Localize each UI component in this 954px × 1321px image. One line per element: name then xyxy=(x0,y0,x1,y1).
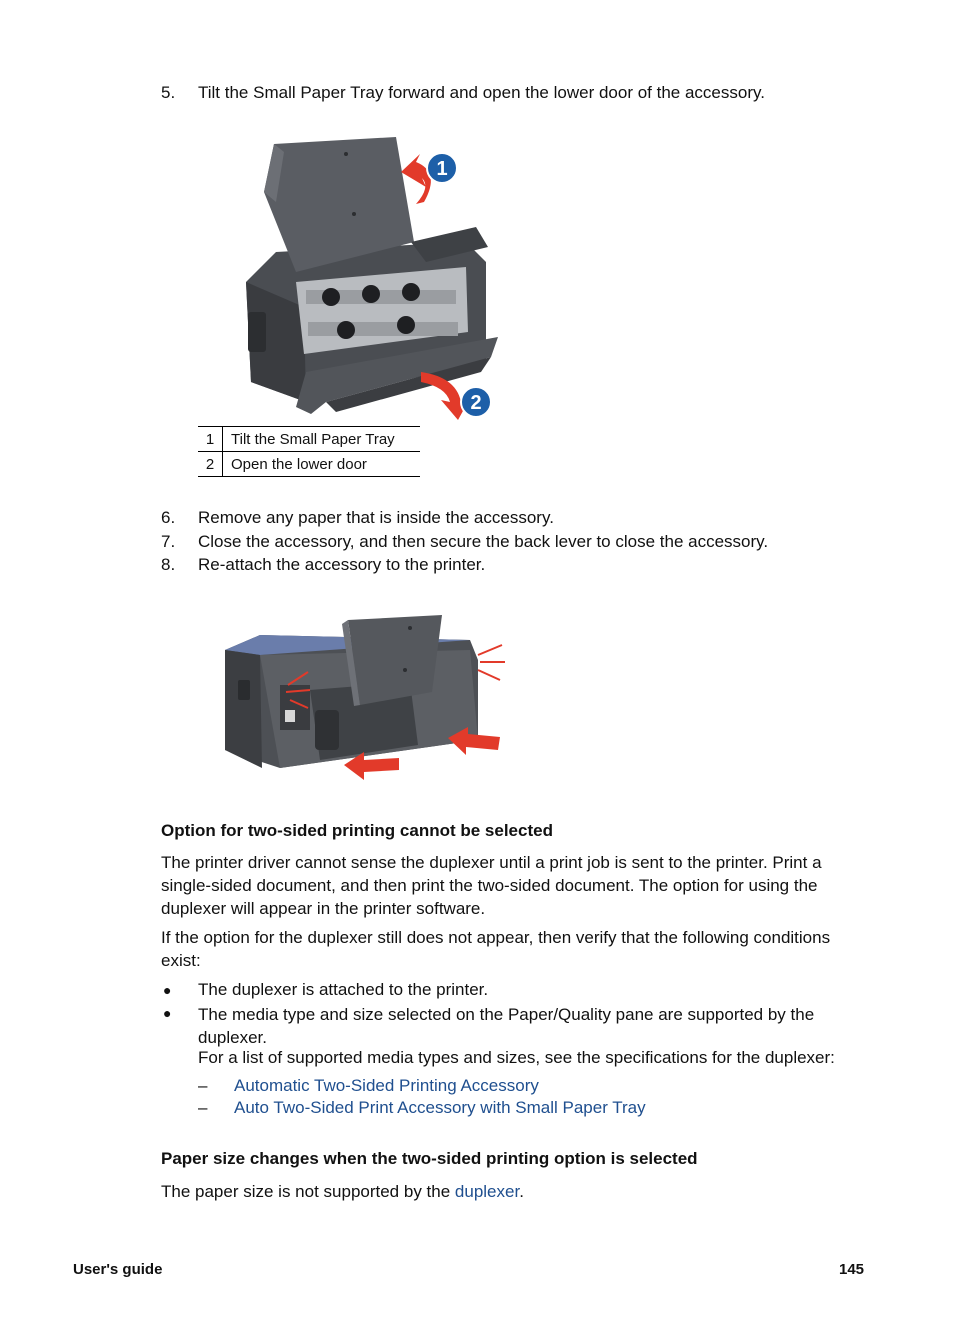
step-number: 6. xyxy=(161,508,176,527)
callout-number: 2 xyxy=(198,452,223,477)
callout-table xyxy=(198,426,420,477)
duplexer-open-illustration xyxy=(236,132,498,420)
step-text: Tilt the Small Paper Tray forward and open the lower door of the accessory. xyxy=(198,83,765,102)
step-number: 7. xyxy=(161,532,176,551)
step-text: Close the accessory, and then secure the back lever to close the accessory. xyxy=(198,532,769,551)
callout-marker-2: 2 xyxy=(470,392,482,414)
step-number: 8. xyxy=(161,555,176,574)
bullet-text: The duplexer is attached to the printer. xyxy=(198,980,489,999)
link-automatic-two-sided-printing-accessory[interactable]: Automatic Two-Sided Printing Accessory xyxy=(234,1076,539,1095)
callout-row xyxy=(198,427,420,452)
paragraph-text-end: . xyxy=(519,1182,524,1201)
sub-note: For a list of supported media types and sizes, see the specifications for the duplexer: xyxy=(198,1048,835,1067)
callout-marker-1: 1 xyxy=(436,158,448,180)
dash-icon: – xyxy=(198,1076,208,1095)
paragraph-text: The paper size is not supported by the xyxy=(161,1182,455,1201)
paragraph: If the option for the duplexer still does not appear, then verify that the following conditions exist: xyxy=(161,928,831,970)
printer-reattach-illustration xyxy=(220,610,510,782)
bullet-icon: ● xyxy=(163,1005,172,1021)
step-text: Remove any paper that is inside the accessory. xyxy=(198,508,554,527)
step-number: 5. xyxy=(161,83,176,102)
paragraph: The printer driver cannot sense the duplexer until a print job is sent to the printer. Print a single-sided document, and then print the two-sided document. The option for using the duplexer will appear in the printer software. xyxy=(161,853,822,918)
callout-number: 1 xyxy=(198,427,223,452)
section-heading: Option for two-sided printing cannot be selected xyxy=(161,821,553,840)
section-heading: Paper size changes when the two-sided printing option is selected xyxy=(161,1149,698,1168)
callout-label: Tilt the Small Paper Tray xyxy=(223,427,421,452)
callout-label: Open the lower door xyxy=(223,452,421,477)
page-number: 145 xyxy=(839,1261,865,1278)
step-text: Re-attach the accessory to the printer. xyxy=(198,555,486,574)
bullet-icon: ● xyxy=(163,982,172,998)
link-duplexer[interactable]: duplexer xyxy=(454,1182,520,1201)
callout-row xyxy=(198,452,420,477)
paragraph xyxy=(161,1180,871,1203)
footer-title: User's guide xyxy=(73,1261,163,1278)
bullet-text: The media type and size selected on the Paper/Quality pane are supported by the duplexer. xyxy=(198,1005,815,1047)
dash-icon: – xyxy=(198,1098,208,1117)
link-auto-two-sided-print-accessory-small-tray[interactable]: Auto Two-Sided Print Accessory with Small Paper Tray xyxy=(234,1098,646,1117)
